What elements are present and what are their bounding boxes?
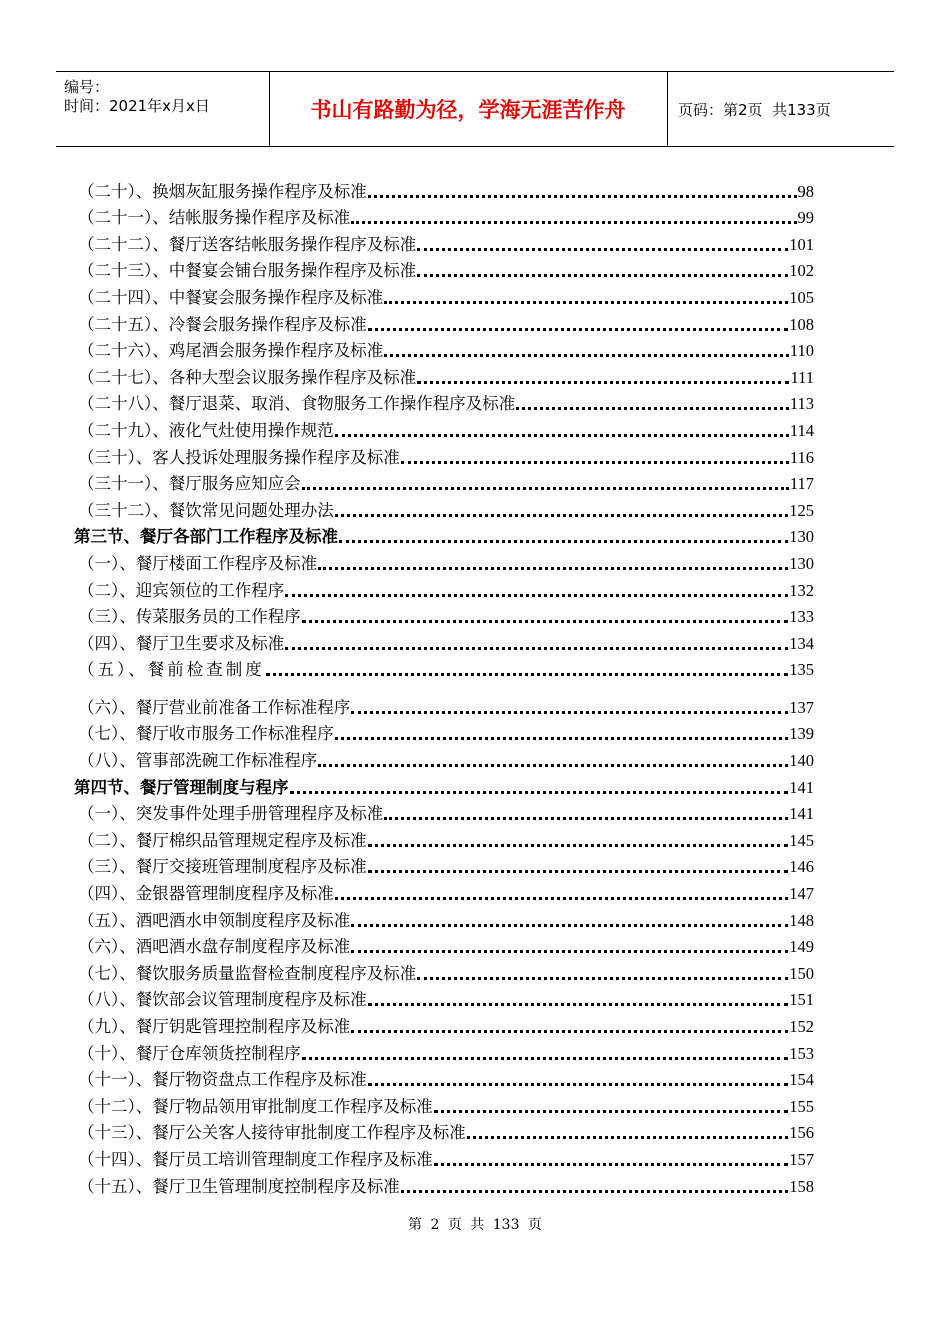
toc-entry-page: 158 xyxy=(789,1176,814,1196)
toc-entry-page: 146 xyxy=(789,857,814,877)
toc-entry xyxy=(74,931,814,958)
toc-leader-dots xyxy=(302,620,789,623)
toc-entry xyxy=(74,798,814,825)
toc-leader-dots xyxy=(266,673,789,676)
table-of-contents xyxy=(74,175,814,1197)
toc-leader-dots xyxy=(351,924,788,927)
toc-entry-page: 102 xyxy=(789,261,814,281)
toc-entry-title: （一）、突发事件处理手册管理程序及标准 xyxy=(78,804,384,824)
toc-entry-title: （十）、餐厅仓库领货控制程序 xyxy=(78,1043,301,1063)
toc-entry-page: 114 xyxy=(789,420,814,440)
toc-entry-page: 134 xyxy=(789,633,814,653)
toc-entry-page: 113 xyxy=(789,394,814,414)
toc-entry xyxy=(74,627,814,654)
toc-entry-title: （三十二）、餐饮常见问题处理办法 xyxy=(78,500,334,520)
toc-entry xyxy=(74,202,814,229)
toc-section-heading xyxy=(74,771,814,798)
header-page-info: 页码：第2页 共133页 xyxy=(678,100,831,119)
toc-entry-page: 154 xyxy=(789,1070,814,1090)
toc-entry-title: （八）、管事部洗碗工作标准程序 xyxy=(78,751,318,771)
toc-leader-dots xyxy=(417,248,788,251)
document-time-label: 时间：2021年x月x日 xyxy=(64,97,210,115)
toc-entry xyxy=(74,414,814,441)
toc-entry-title: （三）、传菜服务员的工作程序 xyxy=(78,607,301,627)
page-footer: 第 2 页 共 133 页 xyxy=(408,1217,542,1233)
toc-leader-dots xyxy=(401,461,789,464)
toc-leader-dots xyxy=(302,1057,789,1060)
toc-entry xyxy=(74,175,814,202)
toc-entry-page: 156 xyxy=(789,1123,814,1143)
toc-entry xyxy=(74,547,814,574)
header-divider xyxy=(667,72,668,146)
toc-entry xyxy=(74,1010,814,1037)
toc-entry xyxy=(74,904,814,931)
toc-leader-dots xyxy=(302,487,789,490)
toc-entry-title: （七）、餐厅收市服务工作标准程序 xyxy=(78,724,334,744)
toc-leader-dots xyxy=(339,540,788,543)
toc-leader-dots xyxy=(318,567,788,570)
toc-leader-dots xyxy=(368,1003,789,1006)
toc-leader-dots xyxy=(384,817,788,820)
toc-entry xyxy=(74,1037,814,1064)
toc-leader-dots xyxy=(351,1030,788,1033)
toc-entry xyxy=(74,691,814,718)
document-header xyxy=(56,71,894,147)
toc-entry-title: 第四节、餐厅管理制度与程序 xyxy=(74,777,289,797)
toc-entry-page: 125 xyxy=(789,500,814,520)
toc-leader-dots xyxy=(351,221,796,224)
toc-leader-dots xyxy=(318,764,788,767)
toc-leader-dots xyxy=(368,195,797,198)
toc-entry-page: 116 xyxy=(789,447,814,467)
toc-entry xyxy=(74,1170,814,1197)
toc-entry xyxy=(74,308,814,335)
toc-entry-page: 153 xyxy=(789,1043,814,1063)
toc-entry-page: 155 xyxy=(789,1096,814,1116)
toc-entry-title: （三十）、客人投诉处理服务操作程序及标准 xyxy=(78,447,400,467)
toc-entry-page: 145 xyxy=(789,830,814,850)
toc-entry xyxy=(74,1143,814,1170)
toc-leader-dots xyxy=(434,1110,789,1113)
toc-leader-dots xyxy=(335,897,789,900)
toc-entry-title: （四）、金银器管理制度程序及标准 xyxy=(78,884,334,904)
toc-leader-dots xyxy=(285,647,788,650)
toc-leader-dots xyxy=(368,870,789,873)
toc-entry-title: 第三节、餐厅各部门工作程序及标准 xyxy=(74,527,338,547)
toc-leader-dots xyxy=(285,594,788,597)
toc-leader-dots xyxy=(290,791,789,794)
toc-entry-title: （二十二）、餐厅送客结帐服务操作程序及标准 xyxy=(78,234,417,254)
toc-entry-page: 105 xyxy=(789,287,814,307)
toc-leader-dots xyxy=(417,274,788,277)
toc-entry xyxy=(74,441,814,468)
toc-leader-dots xyxy=(335,434,789,437)
toc-entry xyxy=(74,984,814,1011)
toc-entry xyxy=(74,388,814,415)
toc-entry-title: （一）、餐厅楼面工作程序及标准 xyxy=(78,553,318,573)
toc-entry xyxy=(74,1064,814,1091)
toc-entry-title: （四）、餐厅卫生要求及标准 xyxy=(78,633,285,653)
header-meta xyxy=(64,78,210,116)
toc-leader-dots xyxy=(368,328,789,331)
toc-entry-page: 99 xyxy=(797,208,814,228)
toc-entry xyxy=(74,468,814,495)
toc-entry-title: （二）、餐厅棉织品管理规定程序及标准 xyxy=(78,830,367,850)
toc-entry-page: 139 xyxy=(789,724,814,744)
toc-entry xyxy=(74,255,814,282)
toc-entry-title: （二十四）、中餐宴会服务操作程序及标准 xyxy=(78,287,384,307)
header-motto: 书山有路勤为径，学海无涯苦作舟 xyxy=(310,97,626,122)
toc-entry-page: 157 xyxy=(789,1149,814,1169)
toc-leader-dots xyxy=(434,1163,789,1166)
toc-leader-dots xyxy=(368,1083,789,1086)
toc-entry-page: 110 xyxy=(789,341,814,361)
toc-entry-title: （三）、餐厅交接班管理制度程序及标准 xyxy=(78,857,367,877)
toc-entry-title: （二十六）、鸡尾酒会服务操作程序及标准 xyxy=(78,341,384,361)
toc-entry-page: 150 xyxy=(789,963,814,983)
toc-entry-title: （六）、餐厅营业前准备工作标准程序 xyxy=(78,697,351,717)
toc-entry xyxy=(74,281,814,308)
toc-entry-title: （二十）、换烟灰缸服务操作程序及标准 xyxy=(78,181,367,201)
toc-entry xyxy=(74,601,814,628)
toc-entry-title: （五）、餐前检查制度 xyxy=(78,660,265,680)
toc-entry-title: （二十一）、结帐服务操作程序及标准 xyxy=(78,208,351,228)
toc-entry xyxy=(74,654,814,681)
toc-entry-page: 135 xyxy=(789,660,814,680)
toc-entry-page: 108 xyxy=(789,314,814,334)
toc-entry-title: （十二）、餐厅物品领用审批制度工作程序及标准 xyxy=(78,1096,433,1116)
toc-entry-title: （二）、迎宾领位的工作程序 xyxy=(78,580,285,600)
toc-leader-dots xyxy=(384,301,788,304)
toc-entry xyxy=(74,718,814,745)
toc-entry-title: （十四）、餐厅员工培训管理制度工作程序及标准 xyxy=(78,1149,433,1169)
toc-leader-dots xyxy=(384,354,789,357)
toc-leader-dots xyxy=(516,407,789,410)
toc-entry-page: 130 xyxy=(789,527,814,547)
toc-leader-dots xyxy=(351,711,788,714)
toc-entry-page: 147 xyxy=(789,884,814,904)
toc-entry-page: 117 xyxy=(789,474,814,494)
toc-entry xyxy=(74,1090,814,1117)
toc-entry-title: （七）、餐饮服务质量监督检查制度程序及标准 xyxy=(78,963,417,983)
toc-leader-dots xyxy=(335,737,789,740)
toc-entry-page: 98 xyxy=(797,181,814,201)
toc-entry-page: 132 xyxy=(789,580,814,600)
toc-entry xyxy=(74,335,814,362)
toc-section-heading xyxy=(74,521,814,548)
toc-entry xyxy=(74,361,814,388)
toc-entry-title: （六）、酒吧酒水盘存制度程序及标准 xyxy=(78,937,351,957)
toc-leader-dots xyxy=(417,977,788,980)
toc-entry xyxy=(74,228,814,255)
toc-entry xyxy=(74,574,814,601)
toc-entry-page: 149 xyxy=(789,937,814,957)
toc-entry-title: （二十五）、冷餐会服务操作程序及标准 xyxy=(78,314,367,334)
toc-entry xyxy=(74,851,814,878)
toc-entry-page: 133 xyxy=(789,607,814,627)
toc-leader-dots xyxy=(401,1190,789,1193)
toc-entry-title: （二十九）、液化气灶使用操作规范 xyxy=(78,420,334,440)
toc-entry xyxy=(74,494,814,521)
toc-entry xyxy=(74,744,814,771)
toc-entry xyxy=(74,957,814,984)
toc-entry-page: 140 xyxy=(789,751,814,771)
toc-leader-dots xyxy=(368,844,789,847)
toc-entry-title: （十一）、餐厅物资盘点工作程序及标准 xyxy=(78,1070,367,1090)
toc-entry xyxy=(74,877,814,904)
toc-entry-title: （十三）、餐厅公关客人接待审批制度工作程序及标准 xyxy=(78,1123,466,1143)
toc-entry-title: （九）、餐厅钥匙管理控制程序及标准 xyxy=(78,1017,351,1036)
toc-leader-dots xyxy=(351,950,788,953)
toc-entry-page: 130 xyxy=(789,553,814,573)
toc-entry-page: 137 xyxy=(789,697,814,717)
toc-entry-title: （二十七）、各种大型会议服务操作程序及标准 xyxy=(78,367,417,387)
toc-entry-page: 111 xyxy=(790,367,814,387)
toc-leader-dots xyxy=(467,1136,789,1139)
toc-entry-page: 141 xyxy=(789,777,814,797)
toc-entry-title: （二十三）、中餐宴会铺台服务操作程序及标准 xyxy=(78,261,417,281)
document-number-label: 编号： xyxy=(64,78,110,96)
toc-leader-dots xyxy=(335,514,789,517)
toc-entry-title: （八）、餐饮部会议管理制度程序及标准 xyxy=(78,990,367,1010)
toc-entry xyxy=(74,1117,814,1144)
toc-entry-title: （五）、酒吧酒水申领制度程序及标准 xyxy=(78,910,351,930)
toc-entry xyxy=(74,824,814,851)
toc-entry-title: （二十八）、餐厅退菜、取消、食物服务工作操作程序及标准 xyxy=(78,394,516,414)
toc-leader-dots xyxy=(417,381,789,384)
toc-entry-title: （三十一）、餐厅服务应知应会 xyxy=(78,474,301,494)
toc-entry-page: 101 xyxy=(789,234,814,254)
toc-entry-page: 151 xyxy=(789,990,814,1010)
toc-entry-title: （十五）、餐厅卫生管理制度控制程序及标准 xyxy=(78,1176,400,1196)
toc-entry-page: 148 xyxy=(789,910,814,930)
toc-entry-page: 152 xyxy=(789,1017,814,1036)
toc-entry-page: 141 xyxy=(789,804,814,824)
